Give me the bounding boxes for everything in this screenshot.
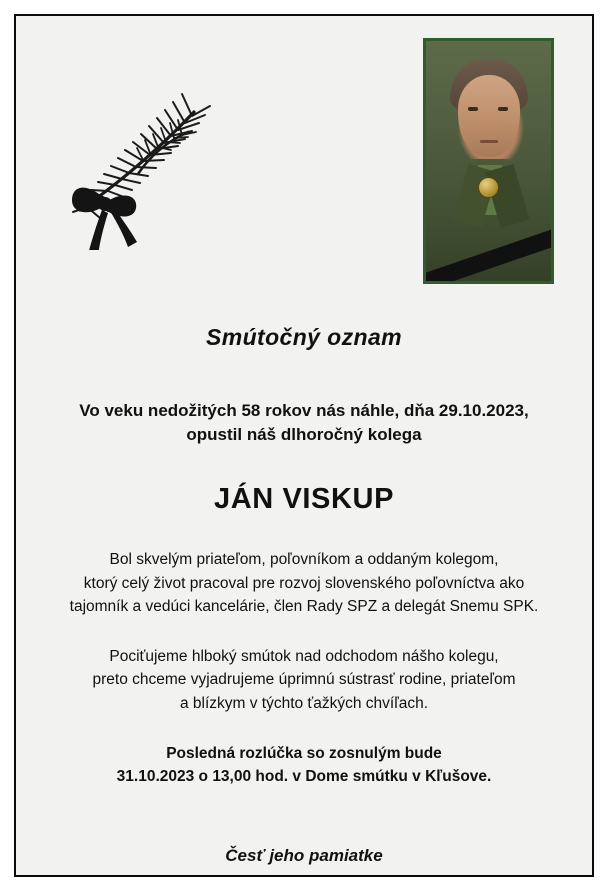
portrait-eye-left: [468, 107, 478, 111]
spruce-twig-icon: [42, 50, 252, 250]
notice-card: [14, 14, 594, 877]
paragraph-1-line-2: ktorý celý život pracoval pre rozvoj slovenského poľovníctva ako: [83, 574, 525, 592]
paragraph-1-line-1: Bol skvelým priateľom, poľovníkom a oddaným kolegom,: [109, 551, 499, 569]
notice-lead: [42, 399, 566, 447]
notice-lead-line-1: Vo veku nedožitých 58 rokov nás náhle, dňa 29.10.2023,: [79, 401, 529, 420]
portrait-badge-icon: [478, 177, 499, 198]
paragraph-2-line-3: a blízkym v týchto ťažkých chvíľach.: [179, 694, 429, 712]
portrait-eye-right: [498, 107, 508, 111]
paragraph-2-line-2: preto chceme vyjadrujeme úprimnú sústrasť rodine, priateľom: [92, 671, 516, 689]
notice-paragraph-1: [42, 548, 566, 618]
deceased-name: JÁN VISKUP: [213, 483, 395, 516]
paragraph-2-line-1: Pociťujeme hlboký smútok nad odchodom nášho kolegu,: [109, 648, 499, 665]
notice-header-decorations: [16, 16, 592, 286]
notice-paragraph-2: [42, 645, 566, 715]
portrait-face: [458, 75, 520, 157]
portrait-mouth: [480, 140, 498, 143]
notice-title: Smútočný oznam: [205, 324, 402, 350]
paragraph-1-line-3: tajomník a vedúci kancelárie, člen Rady SPZ a delegát Snemu SPK.: [69, 597, 539, 615]
paragraph-3-line-1: Posledná rozlúčka so zosnulým bude: [166, 744, 442, 762]
portrait-photo: [423, 38, 554, 284]
notice-content: [16, 324, 592, 866]
portrait-image: [426, 41, 551, 281]
notice-paragraph-3: [42, 742, 566, 789]
paragraph-3-line-2: 31.10.2023 o 13,00 hod. v Dome smútku v Kľušove.: [116, 768, 492, 785]
notice-lead-line-2: opustil náš dlhoročný kolega: [186, 425, 422, 445]
notice-closing: Česť jeho pamiatke: [225, 846, 383, 866]
